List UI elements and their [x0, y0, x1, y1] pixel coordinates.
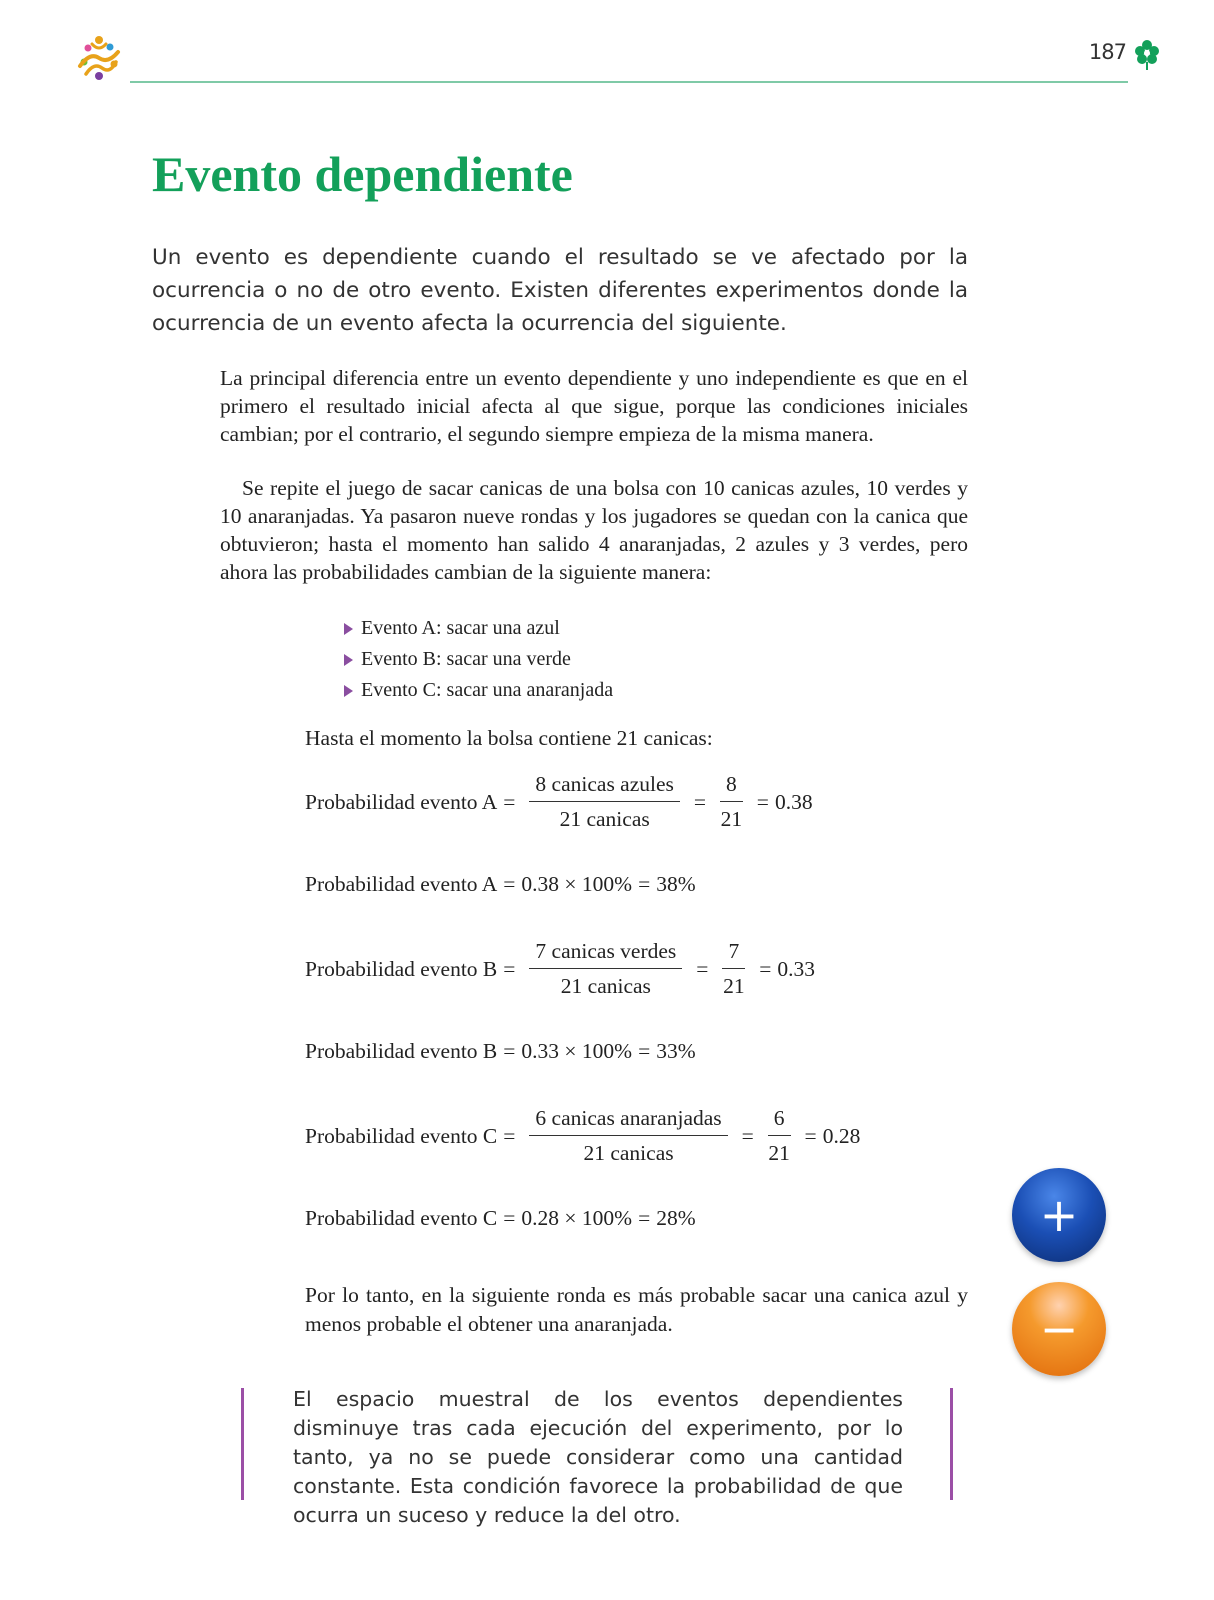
fraction-numerator: 8 canicas azules — [529, 772, 679, 802]
plus-icon: + — [1039, 1188, 1079, 1242]
zoom-in-button[interactable] — [1012, 1168, 1106, 1262]
list-item — [344, 613, 613, 644]
event-b-label: Evento B: sacar una verde — [361, 648, 571, 670]
percent-expression: 0.33 × 100% — [521, 1039, 633, 1063]
fraction — [768, 1106, 791, 1166]
difference-paragraph: La principal diferencia entre un evento dependiente y uno independiente es que en el primero el resultado inicial afecta al que sigue, porque las condiciones iniciales cambian; por el contrario, el segundo siempre empieza de la misma manera. — [220, 366, 968, 446]
fraction-numerator: 6 — [768, 1106, 791, 1136]
fraction-denominator: 21 canicas — [583, 1141, 674, 1165]
game-paragraph: Se repite el juego de sacar canicas de una bolsa con 10 canicas azules, 10 verdes y 10 anaranjadas. Ya pasaron nueve rondas y los jugadores se quedan con la canica que obtuvieron; hasta el momento han salido 4 anaranjadas, 2 azules y 3 verdes, pero ahora las probabilidades cambian de la siguiente manera: — [220, 476, 968, 584]
fraction-denominator: 21 — [720, 807, 743, 831]
bag-count-line: Hasta el momento la bolsa contiene 21 canicas: — [305, 726, 713, 750]
equation-result: 0.38 — [774, 789, 813, 814]
fraction — [529, 772, 679, 832]
equals-sign: = — [638, 1039, 651, 1063]
equation-label: Probabilidad evento C — [305, 1123, 498, 1148]
equals-sign: = — [638, 1206, 651, 1230]
equation-a-fraction — [305, 772, 813, 832]
equals-sign: = — [741, 1123, 754, 1148]
note-right-bar — [950, 1388, 953, 1500]
page-title: Evento dependiente — [152, 146, 573, 202]
fraction — [720, 772, 743, 832]
minus-icon: − — [1039, 1302, 1079, 1356]
intro-paragraph: Un evento es dependiente cuando el resultado se ve afectado por la ocurrencia o no de otro evento. Existen diferentes experimentos donde la ocurrencia de un evento afecta la ocurrencia del siguiente. — [152, 245, 968, 336]
equation-label: Probabilidad evento B — [305, 956, 498, 981]
percent-result: 38% — [656, 872, 696, 896]
flower-icon — [1132, 38, 1162, 70]
equals-sign: = — [638, 872, 651, 896]
equals-sign: = — [696, 956, 709, 981]
equation-label: Probabilidad evento A — [305, 872, 498, 896]
list-item — [344, 644, 613, 675]
equals-sign: = — [503, 872, 516, 896]
equals-sign: = — [759, 956, 772, 981]
fraction-denominator: 21 — [723, 974, 745, 998]
page-number: 187 — [1088, 40, 1126, 64]
fraction-denominator: 21 — [768, 1141, 790, 1165]
equation-label: Probabilidad evento B — [305, 1039, 498, 1063]
triangle-bullet-icon — [344, 685, 353, 697]
equals-sign: = — [503, 956, 516, 981]
equation-result: 0.28 — [822, 1123, 861, 1148]
equals-sign: = — [503, 1206, 516, 1230]
triangle-bullet-icon — [344, 623, 353, 635]
header-rule — [130, 81, 1128, 83]
equation-a-percent — [305, 872, 696, 897]
fraction-denominator: 21 canicas — [560, 974, 651, 998]
equals-sign: = — [756, 789, 769, 814]
fraction — [529, 1106, 727, 1166]
fraction-numerator: 6 canicas anaranjadas — [529, 1106, 727, 1136]
equation-label: Probabilidad evento C — [305, 1206, 498, 1230]
percent-expression: 0.38 × 100% — [521, 872, 633, 896]
equation-c-fraction — [305, 1106, 860, 1166]
equation-b-fraction — [305, 939, 815, 999]
equation-c-percent — [305, 1206, 696, 1231]
fraction-denominator: 21 canicas — [559, 807, 650, 831]
note-paragraph: El espacio muestral de los eventos dependientes disminuye tras cada ejecución del experimento, por lo tanto, ya no se puede considerar como una cantidad constante. Esta condición favorece la probabilidad de que ocurra un suceso y reduce la del otro. — [293, 1387, 903, 1527]
list-item — [344, 675, 613, 706]
equals-sign: = — [503, 789, 516, 814]
equals-sign: = — [693, 789, 707, 814]
zoom-out-button[interactable] — [1012, 1282, 1106, 1376]
event-list — [344, 613, 613, 706]
equals-sign: = — [503, 1039, 516, 1063]
percent-result: 33% — [656, 1039, 696, 1063]
equation-label: Probabilidad evento A — [305, 789, 498, 814]
event-c-label: Evento C: sacar una anaranjada — [361, 679, 614, 701]
event-a-label: Evento A: sacar una azul — [361, 617, 560, 639]
fraction-numerator: 8 — [720, 772, 743, 802]
equals-sign: = — [804, 1123, 817, 1148]
fraction — [529, 939, 682, 999]
conclusion-paragraph: Por lo tanto, en la siguiente ronda es más probable sacar una canica azul y menos probable el obtener una anaranjada. — [305, 1283, 968, 1336]
percent-expression: 0.28 × 100% — [521, 1206, 633, 1230]
equation-result: 0.33 — [777, 956, 815, 981]
triangle-bullet-icon — [344, 654, 353, 666]
sep-logo-icon — [72, 32, 126, 86]
fraction-numerator: 7 — [722, 939, 745, 969]
equation-b-percent — [305, 1039, 696, 1064]
fraction-numerator: 7 canicas verdes — [529, 939, 682, 969]
note-left-bar — [241, 1388, 244, 1500]
percent-result: 28% — [656, 1206, 696, 1230]
fraction — [722, 939, 745, 999]
equals-sign: = — [503, 1123, 516, 1148]
